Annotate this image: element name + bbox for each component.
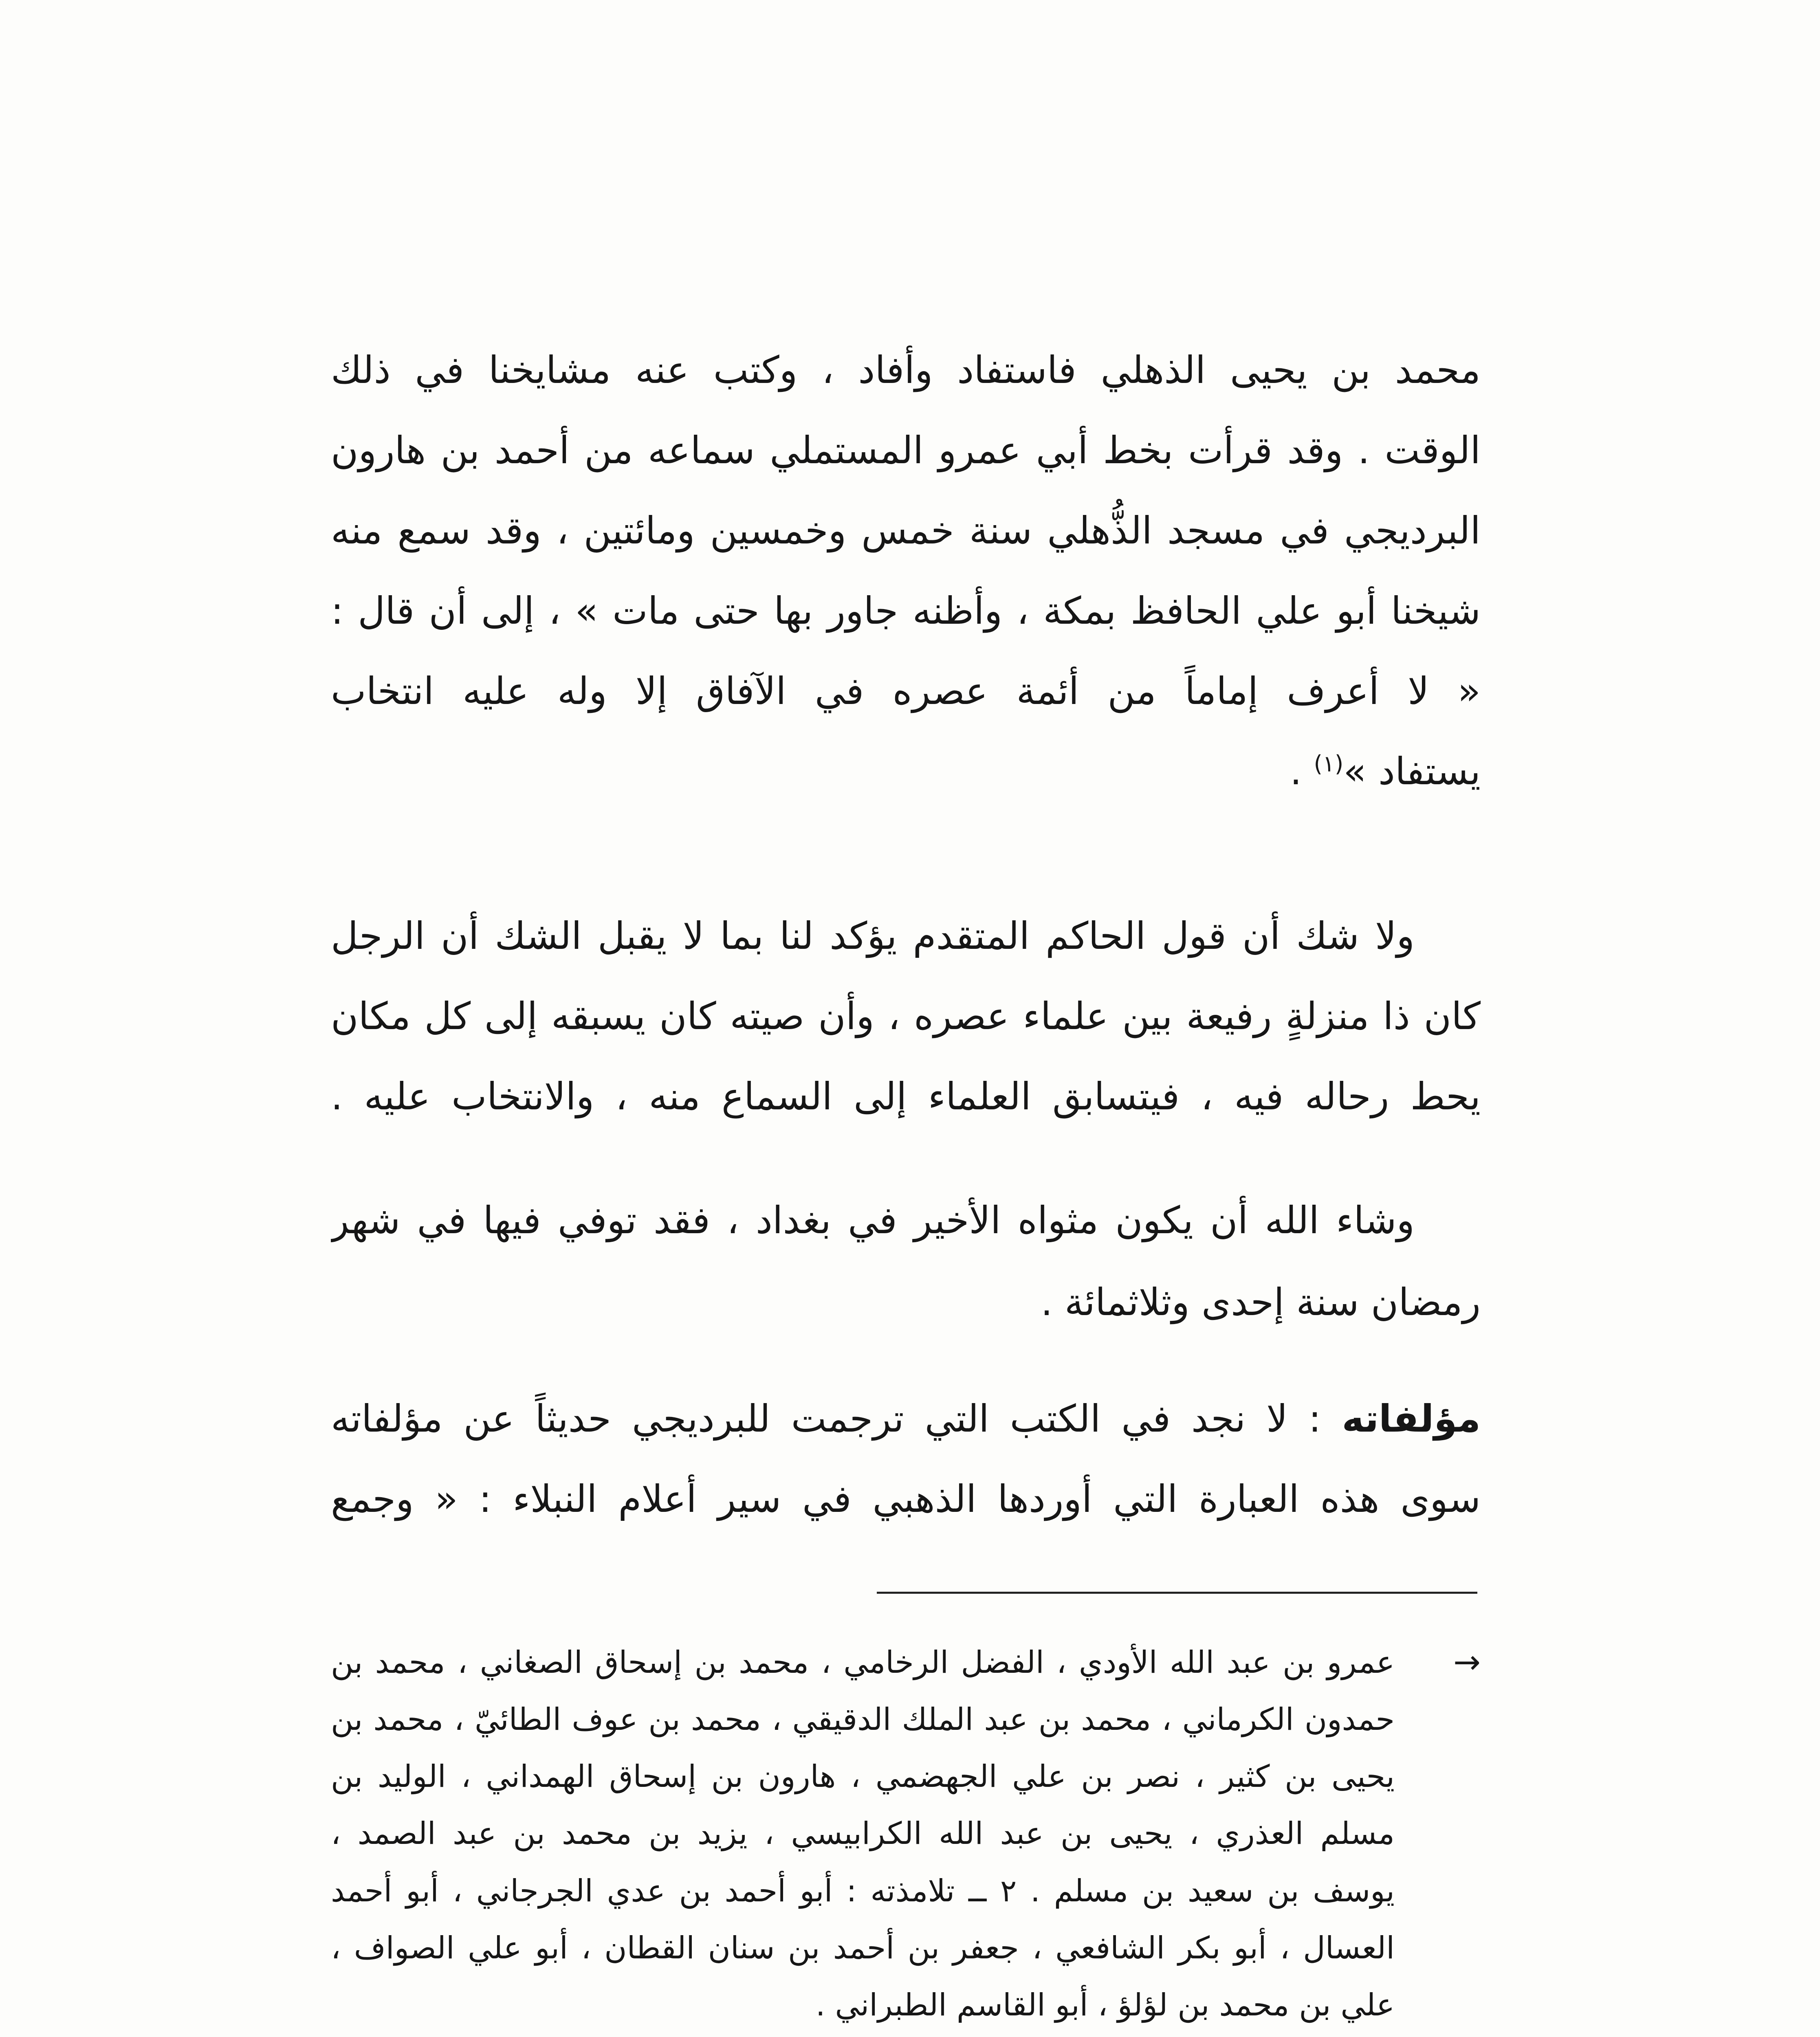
body-line: رمضان سنة إحدى وثلاثمائة . bbox=[1041, 1280, 1481, 1324]
body-line: البرديجي في مسجد الذُّهلي سنة خمس وخمسين ومائتين ، وقد سمع منه bbox=[331, 509, 1481, 552]
footnote-line: يوسف بن سعيد بن مسلم . ٢ ــ تلامذته : أبو أحمد بن عدي الجرجاني ، أبو أحمد bbox=[331, 1873, 1395, 1909]
footnote-line: علي بن محمد بن لؤلؤ ، أبو القاسم الطبراني . bbox=[815, 1987, 1395, 2023]
body-line: محمد بن يحيى الذهلي فاستفاد وأفاد ، وكتب عنه مشايخنا في ذلك bbox=[331, 348, 1481, 392]
footnote-line: يحيى بن كثير ، نصر بن علي الجهضمي ، هارون بن إسحاق الهمداني ، الوليد بن bbox=[331, 1758, 1395, 1794]
footnote-line: عمرو بن عبد الله الأودي ، الفضل الرخامي ، محمد بن إسحاق الصغاني ، محمد بن bbox=[331, 1644, 1395, 1680]
body-line: كان ذا منزلةٍ رفيعة بين علماء عصره ، وأن صيته كان يسبقه إلى كل مكان bbox=[331, 994, 1481, 1038]
section-heading: مؤلفاته bbox=[1342, 1397, 1481, 1441]
continuation-arrow-icon: → bbox=[1453, 1643, 1481, 1681]
body-line bbox=[331, 733, 1481, 810]
body-line: شيخنا أبو علي الحافظ بمكة ، وأظنه جاور بها حتى مات » ، إلى أن قال : bbox=[331, 589, 1481, 633]
body-line: وشاء الله أن يكون مثواه الأخير في بغداد ، فقد توفي فيها في شهر bbox=[331, 1199, 1415, 1242]
footnote-marker bbox=[1411, 2035, 1481, 2037]
body-line: يحط رحاله فيه ، فيتسابق العلماء إلى السماع منه ، والانتخاب عليه . bbox=[331, 1075, 1481, 1118]
body-line bbox=[331, 1380, 1481, 1458]
body-line-tail: . bbox=[1290, 750, 1314, 793]
body-line: « لا أعرف إماماً من أئمة عصره في الآفاق إلا وله عليه انتخاب bbox=[331, 669, 1481, 713]
footnote-text bbox=[331, 2035, 1395, 2037]
footnote-line: حمدون الكرماني ، محمد بن عبد الملك الدقيقي ، محمد بن عوف الطائيّ ، محمد بن bbox=[331, 1701, 1395, 1737]
body-line: سوى هذه العبارة التي أوردها الذهبي في سير أعلام النبلاء : « وجمع bbox=[331, 1477, 1481, 1521]
footnote-reference: (١) bbox=[1314, 751, 1344, 777]
body-line-text: يستفاد » bbox=[1343, 750, 1481, 793]
footnote-line: مسلم العذري ، يحيى بن عبد الله الكرابيسي ، يزيد بن محمد بن عبد الصمد ، bbox=[331, 1815, 1395, 1851]
footnote-separator bbox=[877, 1592, 1477, 1594]
body-line: ولا شك أن قول الحاكم المتقدم يؤكد لنا بما لا يقبل الشك أن الرجل bbox=[331, 914, 1415, 958]
footnote-line: العسال ، أبو بكر الشافعي ، جعفر بن أحمد بن سنان القطان ، أبو علي الصواف ، bbox=[331, 1930, 1395, 1966]
body-line-text: : لا نجد في الكتب التي ترجمت للبرديجي حديثاً عن مؤلفاته bbox=[331, 1397, 1321, 1441]
body-line: الوقت . وقد قرأت بخط أبي عمرو المستملي سماعه من أحمد بن هارون bbox=[331, 429, 1481, 472]
